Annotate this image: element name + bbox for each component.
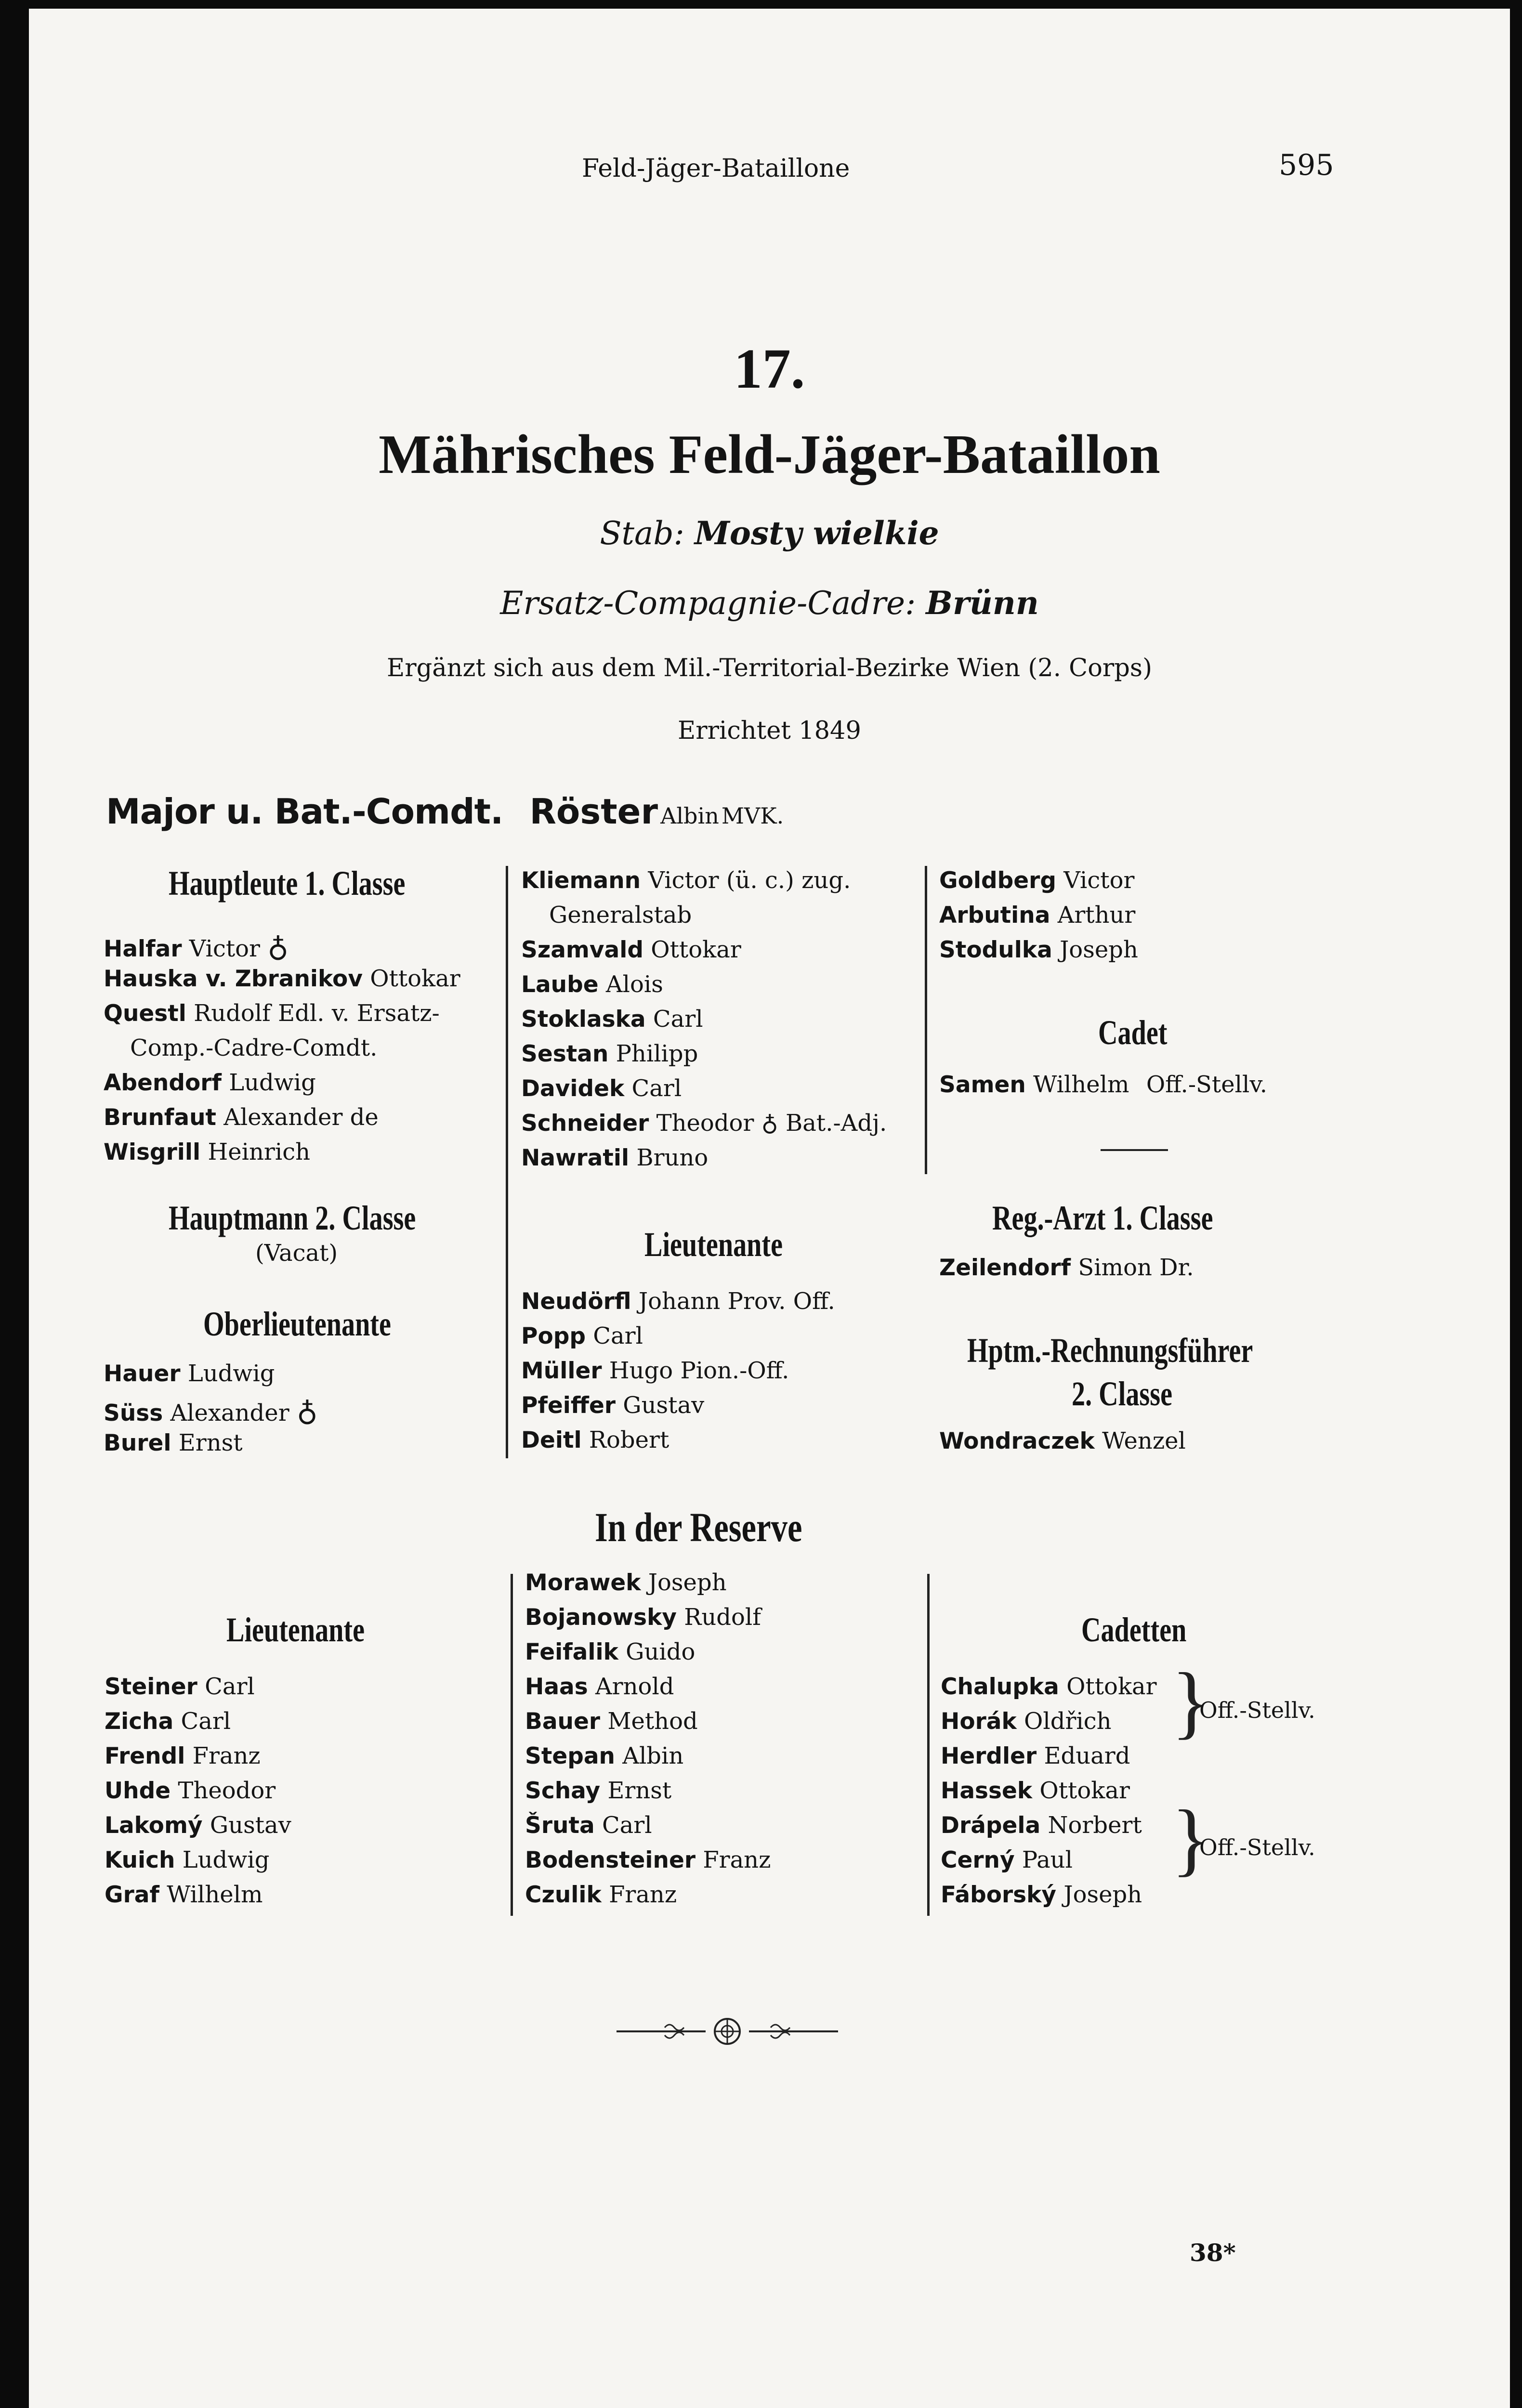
list-item: Nawratil Bruno xyxy=(521,1144,709,1171)
commander-note: MVK. xyxy=(721,803,784,829)
list-item: Bodensteiner Franz xyxy=(525,1846,771,1873)
list-item: Bauer Method xyxy=(525,1708,698,1735)
oberlt-heading: Oberlieutenante xyxy=(203,1305,391,1343)
list-item: Burel Ernst xyxy=(104,1429,243,1456)
list-item: Czulik Franz xyxy=(525,1881,677,1908)
list-item: Fáborský Joseph xyxy=(941,1881,1142,1908)
commander-line xyxy=(106,791,784,832)
cadetten-heading: Cadetten xyxy=(1081,1610,1187,1649)
ornament-icon xyxy=(617,2017,838,2046)
brace-note: Off.-Stellv. xyxy=(1199,1834,1315,1860)
hauptmann2-heading: Hauptmann 2. Classe xyxy=(169,1199,416,1237)
errichtet-line: Errichtet 1849 xyxy=(678,717,861,745)
list-item: Schneider Theodor ♁ Bat.-Adj. xyxy=(521,1110,887,1137)
list-item: Uhde Theodor xyxy=(105,1777,276,1804)
list-item: Steiner Carl xyxy=(105,1673,255,1700)
list-item: Kliemann Victor (ü. c.) zug. xyxy=(521,867,851,894)
list-item: Zeilendorf Simon Dr. xyxy=(939,1254,1194,1281)
signature-mark: 38* xyxy=(1190,2238,1236,2267)
list-item: Cerný Paul xyxy=(941,1846,1073,1873)
list-item: Arbutina Arthur xyxy=(939,902,1136,929)
list-item: Lakomý Gustav xyxy=(105,1812,291,1839)
reserve-heading: In der Reserve xyxy=(595,1504,802,1550)
commander-role: Major u. Bat.-Comdt. xyxy=(106,791,503,832)
erganzt-line: Ergänzt sich aus dem Mil.-Territorial-Bezirke Wien (2. Corps) xyxy=(386,654,1153,682)
stab-label: Stab: xyxy=(600,515,684,552)
medal-icon: ♁ xyxy=(267,930,289,964)
list-item: Davidek Carl xyxy=(521,1075,682,1102)
column-divider xyxy=(506,866,508,1458)
list-item: Hauska v. Zbranikov Ottokar xyxy=(104,965,460,992)
brace-icon: } xyxy=(1171,1656,1211,1747)
ersatz-value: Brünn xyxy=(926,584,1039,622)
list-item: Herdler Eduard xyxy=(941,1742,1130,1769)
list-item: Chalupka Ottokar xyxy=(941,1673,1157,1700)
hauptleute-heading: Hauptleute 1. Classe xyxy=(169,864,406,903)
lt-heading: Lieutenante xyxy=(644,1225,783,1264)
list-item: Samen Wilhelm Off.-Stellv. xyxy=(939,1071,1267,1098)
page-number: 595 xyxy=(1279,148,1334,182)
column-divider xyxy=(925,866,927,1174)
document-page xyxy=(29,9,1510,2408)
list-item: Deitl Robert xyxy=(521,1426,669,1453)
list-item: Hauer Ludwig xyxy=(104,1360,275,1387)
brace-note: Off.-Stellv. xyxy=(1199,1697,1315,1723)
list-item: Questl Rudolf Edl. v. Ersatz- xyxy=(104,1000,440,1027)
list-item: Bojanowsky Rudolf xyxy=(525,1604,761,1631)
list-item: Zicha Carl xyxy=(105,1708,231,1735)
rf-heading-2: 2. Classe xyxy=(1072,1374,1173,1413)
section-number: 17. xyxy=(734,337,805,400)
brace-icon: } xyxy=(1171,1793,1211,1884)
list-item: Frendl Franz xyxy=(105,1742,261,1769)
list-item: Morawek Joseph xyxy=(525,1569,727,1596)
list-item: Graf Wilhelm xyxy=(105,1881,263,1908)
list-item: Pfeiffer Gustav xyxy=(521,1392,705,1419)
cadet-heading: Cadet xyxy=(1098,1013,1168,1052)
list-item: Horák Oldřich xyxy=(941,1708,1112,1735)
column-divider xyxy=(511,1574,513,1916)
list-item: Szamvald Ottokar xyxy=(521,936,741,963)
ersatz-label: Ersatz-Compagnie-Cadre: xyxy=(500,585,916,622)
list-item: Brunfaut Alexander de xyxy=(104,1104,379,1131)
list-item: Schay Ernst xyxy=(525,1777,672,1804)
commander-given: Albin xyxy=(660,803,719,829)
list-item: Sestan Philipp xyxy=(521,1040,698,1067)
page-title: Mährisches Feld-Jäger-Bataillon xyxy=(379,424,1160,485)
column-divider xyxy=(927,1574,930,1916)
list-item: Süss Alexander ♁ xyxy=(104,1394,318,1428)
list-item: Neudörfl Johann Prov. Off. xyxy=(521,1288,835,1315)
medal-icon: ♁ Bat.-Adj. xyxy=(761,1110,887,1137)
list-item: Stodulka Joseph xyxy=(939,936,1138,963)
list-item: Stoklaska Carl xyxy=(521,1006,703,1033)
running-title: Feld-Jäger-Bataillone xyxy=(582,154,850,183)
list-item: Laube Alois xyxy=(521,971,663,998)
commander-surname: Röster xyxy=(529,791,658,832)
medal-icon: ♁ xyxy=(296,1394,318,1428)
list-item: Kuich Ludwig xyxy=(105,1846,270,1873)
stab-value: Mosty wielkie xyxy=(694,514,939,552)
vacat-text: (Vacat) xyxy=(255,1240,338,1267)
list-item: Drápela Norbert xyxy=(941,1812,1142,1839)
list-item: Comp.-Cadre-Comdt. xyxy=(130,1034,378,1061)
list-item: Hassek Ottokar xyxy=(941,1777,1130,1804)
ersatz-line xyxy=(29,584,1510,622)
list-item: Popp Carl xyxy=(521,1322,643,1349)
reserve-lt-heading: Lieutenante xyxy=(226,1610,365,1649)
list-item: Müller Hugo Pion.-Off. xyxy=(521,1357,789,1384)
list-item: Generalstab xyxy=(549,902,692,929)
list-item: Stepan Albin xyxy=(525,1742,684,1769)
stab-line xyxy=(29,514,1510,552)
list-item: Abendorf Ludwig xyxy=(104,1069,316,1096)
list-item: Haas Arnold xyxy=(525,1673,674,1700)
list-item: Feifalik Guido xyxy=(525,1638,695,1665)
arzt-heading: Reg.-Arzt 1. Classe xyxy=(992,1199,1213,1237)
divider-rule xyxy=(1101,1149,1168,1151)
list-item: Wisgrill Heinrich xyxy=(104,1139,310,1165)
list-item: Wondraczek Wenzel xyxy=(939,1427,1186,1454)
list-item: Halfar Victor ♁ xyxy=(104,930,289,964)
list-item: Goldberg Victor xyxy=(939,867,1135,894)
rf-heading-1: Hptm.-Rechnungsführer xyxy=(967,1331,1253,1370)
list-item: Šruta Carl xyxy=(525,1812,652,1839)
